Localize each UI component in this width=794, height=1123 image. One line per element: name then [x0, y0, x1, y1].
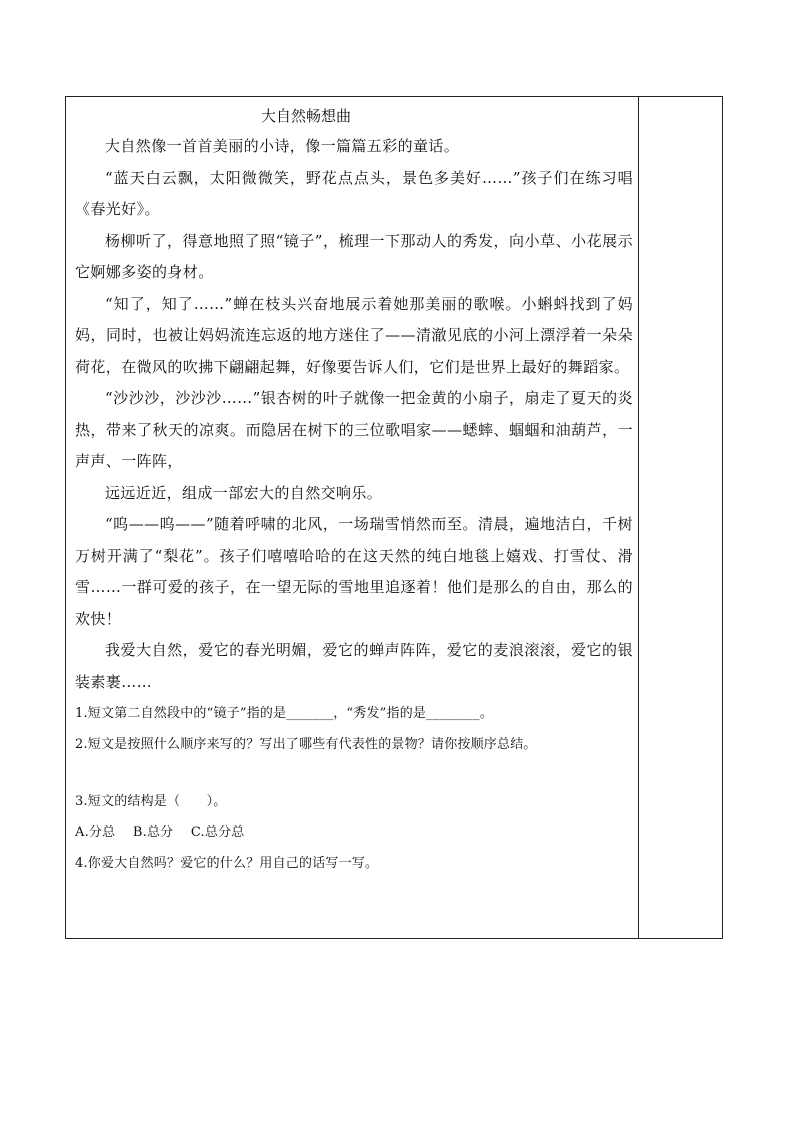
answer-space — [75, 760, 633, 786]
paragraph-8: 我爱大自然，爱它的春光明媚，爱它的蝉声阵阵，爱它的麦浪滚滚，爱它的银装素裹…… — [75, 641, 633, 691]
passage-title: 大自然畅想曲 — [261, 107, 352, 125]
column-divider — [638, 97, 639, 938]
question-4: 4.你爱大自然吗？爱它的什么？用自己的话写一写。 — [75, 856, 379, 871]
paragraph-5: “沙沙沙，沙沙沙……”银杏树的叶子就像一把金黄的小扇子，扇走了夏天的炎热，带来了秋天的凉爽。而隐居在树下的三位歌唱家——蟋蟀、蝈蝈和油葫芦，一声声、一阵阵， — [75, 389, 633, 470]
paragraph-2: “蓝天白云飘，太阳微微笑，野花点点头，景色多美好……”孩子们在练习唱《春光好》。 — [75, 168, 633, 218]
question-3: 3.短文的结构是（ ）。 — [75, 794, 227, 809]
paragraph-6: 远远近近，组成一部宏大的自然交响乐。 — [105, 483, 383, 502]
question-3-options: A.分总 B.总分 C.总分总 — [75, 825, 245, 840]
paragraph-1: 大自然像一首首美丽的小诗，像一篇篇五彩的童话。 — [105, 137, 460, 155]
paragraph-7: “呜——呜——”随着呼啸的北风，一场瑞雪悄然而至。清晨，遍地洁白，千树万树开满了“梨花”。孩子们嘻嘻哈哈的在这天然的纯白地毯上嬉戏、打雪仗、滑雪……一群可爱的孩子，在一望无际的雪地里追逐着！他们是那么的自由，那么的欢快！ — [75, 515, 633, 628]
main-cell — [75, 105, 633, 879]
worksheet-table — [65, 96, 723, 939]
paragraph-3: 杨柳听了，得意地照了照“镜子”，梳理一下那动人的秀发，向小草、小花展示它婀娜多姿的身材。 — [75, 231, 633, 281]
question-2: 2.短文是按照什么顺序来写的？写出了哪些有代表性的景物？请你按顺序总结。 — [75, 737, 537, 752]
paragraph-4: “知了，知了……”蝉在枝头兴奋地展示着她那美丽的歌喉。小蝌蚪找到了妈妈，同时，也被让妈妈流连忘返的地方迷住了——清澈见底的小河上漂浮着一朵朵荷花，在微风的吹拂下翩翩起舞，好像要告诉人们，它们是世界上最好的舞蹈家。 — [75, 294, 633, 376]
question-1: 1.短文第二自然段中的“镜子”指的是_______，“秀发”指的是________。 — [75, 706, 493, 721]
